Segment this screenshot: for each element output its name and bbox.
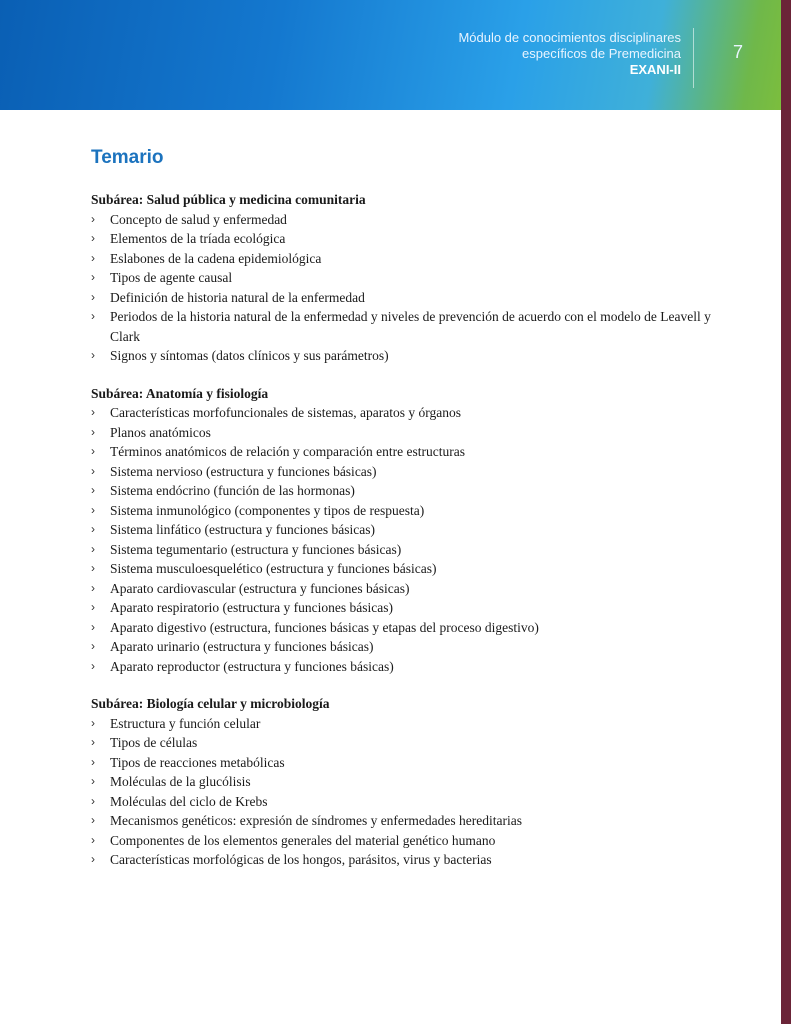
topic-item — [91, 598, 711, 618]
topic-text: Componentes de los elementos generales del material genético humano — [110, 832, 496, 848]
chevron-right-icon: › — [91, 231, 95, 245]
chevron-right-icon: › — [91, 561, 95, 575]
topic-list — [91, 210, 711, 366]
chevron-right-icon: › — [91, 813, 95, 827]
chevron-right-icon: › — [91, 639, 95, 653]
subarea-heading: Subárea: Biología celular y microbiología — [91, 696, 330, 711]
chevron-right-icon: › — [91, 424, 95, 439]
topic-text: Planos anatómicos — [110, 424, 211, 440]
syllabus-content — [91, 190, 711, 888]
topic-text: Mecanismos genéticos: expresión de síndromes y enfermedades hereditarias — [110, 813, 522, 828]
chevron-right-icon: › — [91, 600, 95, 614]
topic-item — [91, 772, 711, 792]
topic-item — [91, 423, 711, 443]
chevron-right-icon: › — [91, 502, 95, 517]
topic-list — [91, 714, 711, 870]
chevron-right-icon: › — [91, 852, 95, 866]
topic-item — [91, 850, 711, 870]
topic-item — [91, 753, 711, 773]
topic-text: Periodos de la historia natural de la enfermedad y niveles de prevención de acuerdo con el modelo de Leavell y Clark — [110, 309, 711, 344]
topic-item — [91, 792, 711, 812]
topic-text: Elementos de la tríada ecológica — [110, 231, 286, 246]
topic-text: Moléculas de la glucólisis — [110, 774, 251, 789]
topic-text: Tipos de células — [110, 735, 198, 750]
page-number: 7 — [733, 42, 744, 62]
topic-text: Aparato digestivo (estructura, funciones básicas y etapas del proceso digestivo) — [110, 619, 539, 635]
topic-text: Sistema endócrino (función de las hormonas) — [110, 483, 355, 498]
chevron-right-icon: › — [91, 483, 95, 497]
topic-list — [91, 403, 711, 676]
chevron-right-icon: › — [91, 793, 95, 808]
chevron-right-icon: › — [91, 522, 95, 536]
chevron-right-icon: › — [91, 580, 95, 595]
topic-text: Sistema linfático (estructura y funciones básicas) — [110, 522, 376, 537]
topic-item — [91, 403, 711, 423]
topic-item — [91, 831, 711, 851]
exam-name: EXANI-II — [629, 62, 681, 77]
topic-item — [91, 481, 711, 501]
topic-text: Sistema inmunológico (componentes y tipos de respuesta) — [110, 502, 425, 518]
topic-item — [91, 714, 711, 734]
chevron-right-icon: › — [91, 658, 95, 673]
chevron-right-icon: › — [91, 463, 95, 478]
chevron-right-icon: › — [91, 735, 95, 749]
subarea-heading: Subárea: Anatomía y fisiología — [91, 385, 269, 401]
page-title: Temario — [91, 147, 164, 168]
topic-item — [91, 288, 711, 308]
topic-text: Aparato respiratorio (estructura y funciones básicas) — [110, 600, 394, 615]
topic-text: Signos y síntomas (datos clínicos y sus parámetros) — [110, 348, 389, 363]
module-title-line2: específicos de Premedicina — [522, 46, 681, 61]
topic-text: Eslabones de la cadena epidemiológica — [110, 250, 322, 266]
topic-item — [91, 540, 711, 560]
chevron-right-icon: › — [91, 405, 95, 419]
topic-text: Definición de historia natural de la enfermedad — [110, 289, 365, 305]
chevron-right-icon: › — [91, 541, 95, 556]
topic-item — [91, 579, 711, 599]
topic-item — [91, 249, 711, 269]
right-edge-stripe — [781, 0, 791, 1024]
topic-item — [91, 501, 711, 521]
chevron-right-icon: › — [91, 619, 95, 634]
topic-item — [91, 268, 711, 288]
topic-text: Tipos de agente causal — [110, 270, 233, 285]
chevron-right-icon: › — [91, 444, 95, 458]
topic-text: Sistema tegumentario (estructura y funciones básicas) — [110, 541, 402, 557]
header-banner — [0, 0, 791, 110]
topic-item — [91, 229, 711, 249]
topic-item — [91, 307, 711, 346]
chevron-right-icon: › — [91, 774, 95, 788]
topic-item — [91, 346, 711, 366]
chevron-right-icon: › — [91, 211, 95, 226]
header-divider — [693, 28, 694, 88]
topic-item — [91, 637, 711, 657]
topic-text: Sistema nervioso (estructura y funciones básicas) — [110, 463, 377, 479]
topic-text: Características morfológicas de los hongos, parásitos, virus y bacterias — [110, 852, 492, 867]
topic-item — [91, 657, 711, 677]
topic-item — [91, 210, 711, 230]
topic-text: Características morfofuncionales de sistemas, aparatos y órganos — [110, 405, 462, 420]
topic-text: Concepto de salud y enfermedad — [110, 211, 287, 227]
topic-item — [91, 520, 711, 540]
chevron-right-icon: › — [91, 309, 95, 323]
chevron-right-icon: › — [91, 348, 95, 362]
subarea-section — [91, 694, 711, 870]
topic-item — [91, 733, 711, 753]
topic-item — [91, 618, 711, 638]
chevron-right-icon: › — [91, 754, 95, 769]
module-title-line1: Módulo de conocimientos disciplinares — [458, 30, 681, 45]
chevron-right-icon: › — [91, 715, 95, 730]
topic-item — [91, 442, 711, 462]
topic-text: Tipos de reacciones metabólicas — [110, 754, 285, 770]
header-text — [458, 30, 681, 78]
topic-item — [91, 462, 711, 482]
topic-text: Estructura y función celular — [110, 715, 261, 731]
topic-text: Términos anatómicos de relación y comparación entre estructuras — [110, 444, 465, 459]
topic-item — [91, 559, 711, 579]
chevron-right-icon: › — [91, 832, 95, 847]
topic-text: Aparato reproductor (estructura y funciones básicas) — [110, 658, 394, 674]
topic-text: Aparato cardiovascular (estructura y funciones básicas) — [110, 580, 410, 596]
subarea-heading: Subárea: Salud pública y medicina comunitaria — [91, 192, 366, 207]
chevron-right-icon: › — [91, 250, 95, 265]
topic-text: Aparato urinario (estructura y funciones básicas) — [110, 639, 374, 654]
topic-item — [91, 811, 711, 831]
subarea-section — [91, 190, 711, 366]
chevron-right-icon: › — [91, 289, 95, 304]
subarea-section — [91, 384, 711, 677]
topic-text: Moléculas del ciclo de Krebs — [110, 793, 268, 809]
chevron-right-icon: › — [91, 270, 95, 284]
topic-text: Sistema musculoesquelético (estructura y funciones básicas) — [110, 561, 437, 576]
